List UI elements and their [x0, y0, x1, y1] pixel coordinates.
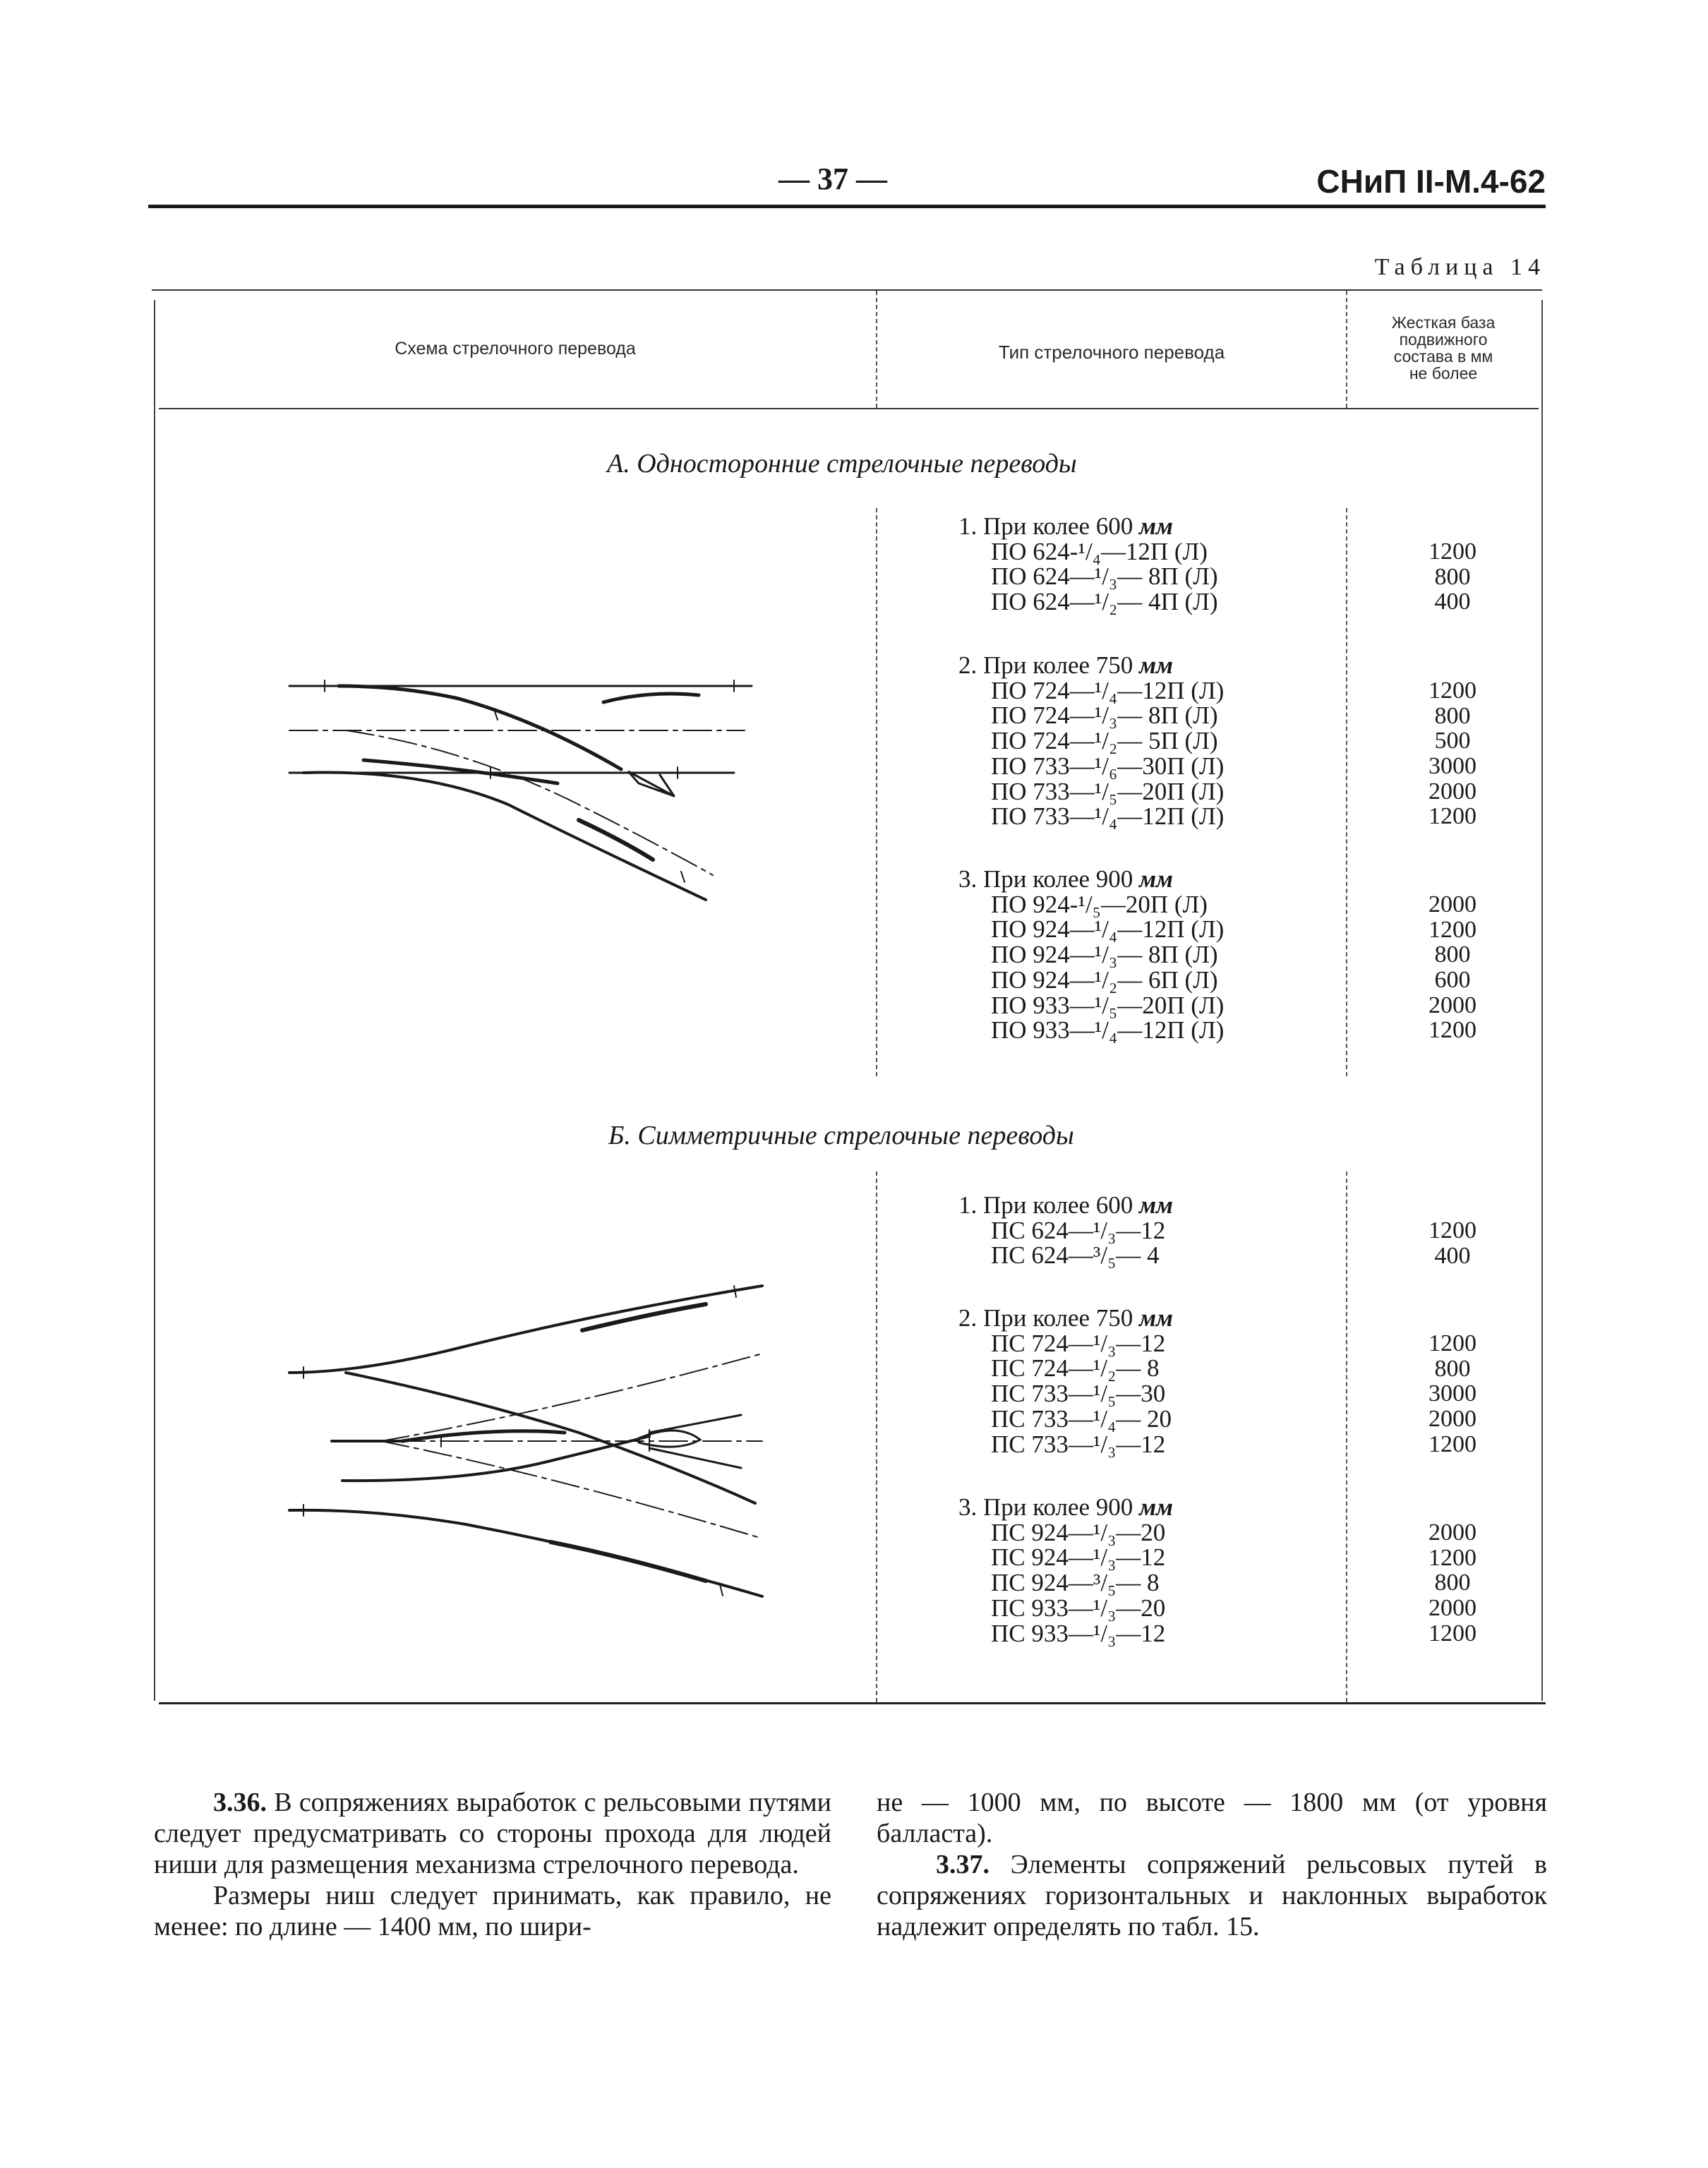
col-divider-header-1	[876, 291, 877, 408]
column-header-type: Тип стрелочного перевода	[998, 342, 1225, 363]
diagram-symmetric-turnout	[282, 1270, 776, 1609]
rail-upper-outer	[289, 1286, 762, 1373]
switch-type: ПС 924—¹/₃—20	[991, 1518, 1166, 1546]
group-title-text: 3. При колее 900	[958, 1493, 1133, 1521]
base-value: 1200	[1429, 678, 1477, 704]
guard-rail-top	[603, 694, 699, 702]
group-title-unit: мм	[1139, 651, 1174, 679]
switch-type: ПС 924—³/₅— 8	[991, 1569, 1160, 1597]
axis-diverging	[346, 730, 713, 875]
base-value: 800	[1434, 563, 1471, 590]
base-value: 2000	[1429, 1406, 1477, 1433]
group-title	[958, 867, 1224, 892]
base-value: 800	[1434, 941, 1471, 968]
clause-number: 3.36.	[213, 1788, 267, 1817]
switch-type: ПО 624—¹/₂— 4П (Л)	[991, 588, 1218, 616]
column-header-base	[1352, 314, 1535, 382]
base-value: 1200	[1429, 916, 1477, 943]
column-header-base-line: Жесткая база	[1391, 313, 1496, 332]
column-header-base-line: состава в мм	[1393, 347, 1493, 366]
base-value: 600	[1434, 967, 1471, 994]
switch-type: ПС 624—¹/₃—12	[991, 1216, 1166, 1244]
table-label: Таблица 14	[1374, 254, 1546, 280]
switch-type: ПС 624—³/₅— 4	[991, 1241, 1160, 1270]
base-value: 1200	[1429, 1620, 1477, 1646]
group-title-text: 1. При колее 600	[958, 1191, 1133, 1219]
base-value: 1200	[1429, 1431, 1477, 1457]
frog	[628, 771, 674, 796]
group-title-unit: мм	[1139, 1191, 1174, 1219]
switch-type: ПО 933—¹/₅—20П (Л)	[991, 991, 1225, 1019]
group-title-unit: мм	[1139, 865, 1174, 893]
base-value: 800	[1434, 702, 1471, 729]
diagram-one-sided-turnout	[282, 670, 776, 910]
values-a1	[1396, 539, 1509, 615]
group-b2	[958, 1306, 1173, 1457]
group-title-text: 2. При колее 750	[958, 1304, 1133, 1332]
joint-mark	[681, 872, 685, 882]
table-header-rule	[159, 408, 1539, 409]
switch-type: ПО 733—¹/₄—12П (Л)	[991, 802, 1225, 831]
group-title	[958, 1306, 1173, 1331]
switch-type: ПО 924—¹/₂— 6П (Л)	[991, 965, 1218, 994]
guard-rail-diverging	[579, 820, 653, 860]
section-a-title: А. Односторонние стрелочные переводы	[607, 449, 1077, 478]
paragraph-niche-sizes-cont	[877, 1787, 1547, 1849]
group-a1	[958, 514, 1218, 615]
paragraph-text: Размеры ниш следует принимать, как правило, не менее: по длине — 1400 мм, по шири-	[154, 1881, 831, 1941]
rail-lower-outer	[289, 1510, 762, 1596]
clause-number: 3.37.	[936, 1850, 990, 1879]
group-title	[958, 653, 1224, 678]
rail-upper-switch	[346, 1373, 755, 1503]
values-b2	[1396, 1331, 1509, 1457]
col-divider-b-1	[876, 1172, 877, 1702]
switch-type: ПО 724—¹/₄—12П (Л)	[991, 676, 1225, 704]
base-value: 1200	[1429, 538, 1477, 565]
switch-type: ПС 933—¹/₃—12	[991, 1619, 1166, 1647]
base-value: 2000	[1429, 1595, 1477, 1622]
col-divider-a-1	[876, 508, 877, 1076]
body-text-left-column	[154, 1787, 831, 1942]
group-b3	[958, 1495, 1173, 1646]
switch-type: ПО 924-¹/₅—20П (Л)	[991, 890, 1208, 918]
rail-diverging-outer	[303, 773, 706, 900]
body-text-right-column	[877, 1787, 1547, 1942]
values-a3	[1396, 892, 1509, 1043]
page-number: — 37 —	[778, 162, 887, 196]
base-value: 800	[1434, 1570, 1471, 1596]
base-value: 2000	[1429, 891, 1477, 917]
group-title	[958, 1495, 1173, 1520]
base-value: 2000	[1429, 1519, 1477, 1546]
group-b1	[958, 1193, 1173, 1268]
switch-type: ПС 733—¹/₃—12	[991, 1430, 1166, 1458]
base-value: 1200	[1429, 1017, 1477, 1044]
base-value: 2000	[1429, 992, 1477, 1018]
base-value: 2000	[1429, 778, 1477, 805]
frog-wing-upper	[649, 1415, 741, 1433]
paragraph-text: Элементы сопряжений рельсовых путей в сопряжениях горизонтальных и наклонных выработок надлежит определять по табл. 15.	[877, 1850, 1548, 1941]
base-value: 1200	[1429, 803, 1477, 830]
values-b1	[1396, 1218, 1509, 1268]
paragraph-3-37	[877, 1849, 1547, 1942]
group-title	[958, 1193, 1173, 1218]
values-b3	[1396, 1520, 1509, 1646]
column-header-base-line: подвижного	[1399, 330, 1488, 349]
switch-type: ПС 924—¹/₃—12	[991, 1543, 1166, 1572]
switch-type: ПО 624-¹/₄—12П (Л)	[991, 537, 1208, 565]
switch-type: ПО 933—¹/₄—12П (Л)	[991, 1016, 1225, 1044]
base-value: 1200	[1429, 1217, 1477, 1243]
base-value: 1200	[1429, 1330, 1477, 1356]
section-b-title: Б. Симметричные стрелочные переводы	[608, 1121, 1074, 1150]
group-a2	[958, 653, 1224, 829]
document-code: СНиП II-М.4-62	[1316, 163, 1546, 200]
group-title-unit: мм	[1139, 512, 1174, 540]
table-top-rule	[152, 289, 1542, 291]
values-a2	[1396, 678, 1509, 829]
frog	[639, 1431, 700, 1447]
switch-type: ПС 733—¹/₄— 20	[991, 1404, 1172, 1433]
column-header-scheme: Схема стрелочного перевода	[395, 339, 636, 359]
switch-type: ПО 624—¹/₃— 8П (Л)	[991, 562, 1218, 591]
switch-type: ПО 924—¹/₄—12П (Л)	[991, 915, 1225, 944]
axis-upper	[381, 1354, 762, 1441]
group-a3	[958, 867, 1224, 1043]
group-title-unit: мм	[1139, 1493, 1174, 1521]
col-divider-a-2	[1346, 508, 1347, 1076]
group-title-text: 1. При колее 600	[958, 512, 1133, 540]
switch-type: ПС 933—¹/₃—20	[991, 1594, 1166, 1622]
table-left-border	[154, 300, 155, 1701]
base-value: 800	[1434, 1355, 1471, 1382]
switch-type: ПО 924—¹/₃— 8П (Л)	[991, 941, 1218, 969]
column-header-base-line: не более	[1409, 364, 1478, 383]
col-divider-b-2	[1346, 1172, 1347, 1702]
base-value: 400	[1434, 1242, 1471, 1269]
base-value: 3000	[1429, 1380, 1477, 1407]
switch-rail-curved	[339, 686, 621, 769]
switch-type: ПС 724—¹/₃—12	[991, 1329, 1166, 1357]
group-title-text: 3. При колее 900	[958, 865, 1133, 893]
group-title-text: 2. При колее 750	[958, 651, 1133, 679]
table-right-border	[1541, 300, 1543, 1701]
header-rule	[148, 205, 1546, 208]
guard-rail-lower	[551, 1542, 706, 1581]
base-value: 1200	[1429, 1544, 1477, 1571]
group-title	[958, 514, 1218, 539]
base-value: 500	[1434, 728, 1471, 754]
switch-type: ПС 733—¹/₅—30	[991, 1380, 1166, 1408]
switch-type: ПО 733—¹/₅—20П (Л)	[991, 777, 1225, 805]
paragraph-text: не — 1000 мм, по высоте — 1800 мм (от уровня балласта).	[877, 1788, 1547, 1848]
switch-type: ПО 724—¹/₃— 8П (Л)	[991, 701, 1218, 730]
paragraph-niche-sizes	[154, 1880, 831, 1942]
col-divider-header-2	[1346, 291, 1347, 408]
paragraph-3-36	[154, 1787, 831, 1880]
switch-type: ПС 724—¹/₂— 8	[991, 1354, 1160, 1383]
base-value: 400	[1434, 589, 1471, 615]
switch-type: ПО 724—¹/₂— 5П (Л)	[991, 727, 1218, 755]
switch-type: ПО 733—¹/₆—30П (Л)	[991, 752, 1225, 780]
paragraph-text: В сопряжениях выработок с рельсовыми путями следует предусматривать со стороны прохода для людей ниши для размещения механизма стрелочного перевода.	[154, 1788, 831, 1879]
base-value: 3000	[1429, 753, 1477, 780]
table-bottom-rule	[159, 1702, 1546, 1704]
group-title-unit: мм	[1139, 1304, 1174, 1332]
